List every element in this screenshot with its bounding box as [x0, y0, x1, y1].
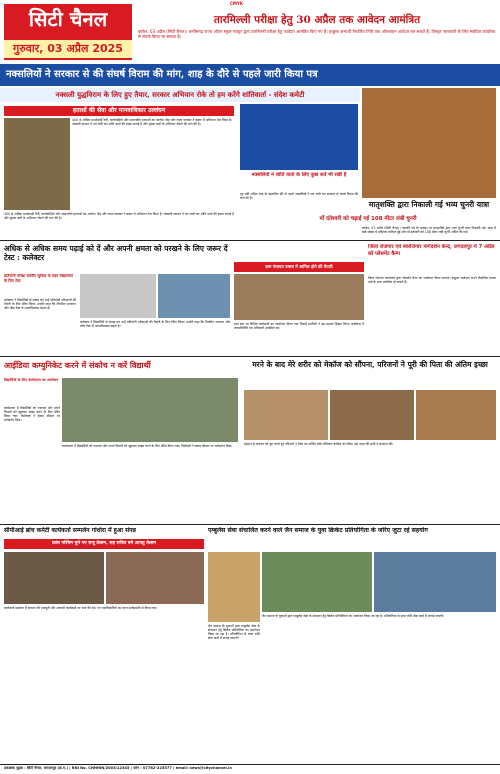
- story4-photo: [234, 274, 364, 320]
- divider-2: [0, 356, 500, 357]
- story2-heading: मातृशक्ति द्वारा निकाली गई भव्य चुनरी यात्रा: [368, 200, 490, 209]
- story9-photo-2: [374, 552, 496, 612]
- story3-caption: प्रतियोगी परीक्षा कोचिंग सुविधा के तहत विद्यार्थियों के लिए टेस्ट: [4, 274, 73, 283]
- story4-heading: ग्राम पंचायत उत्सव में शामिल होने की तैयारी: [234, 262, 364, 272]
- story2-text: कांकेर, 03 अप्रैल (सिटी चैनल)। नवरात्रि पर्व के अवसर पर मातृशक्ति द्वारा भव्य चुनरी यात्रा निकाली गई। यात्रा में बड़ी संख्या में महिलाएं शामिल हुईं और माँ दंतेश्वरी को 108 मीटर लंबी चुनरी अर्पित की गई।: [362, 226, 496, 235]
- story9-text: जैन समाज के युवाओं द्वारा एम्बुलेंस सेवा के संचालन हेतु क्रिकेट प्रतियोगिता का आयोजन किया जा रहा है। प्रतियोगिता से प्राप्त राशि सेवा कार्य में लगाई जाएगी।: [262, 614, 445, 618]
- issue-date: गुरुवार, 03 अप्रैल 2025: [4, 40, 132, 58]
- story7-photo-1: [244, 390, 328, 440]
- story2-subheading: माँ दंतेश्वरी को चढ़ाई गई 108 मीटर लंबी चुनरी: [240, 214, 496, 224]
- main-banner-subhead: नक्सली युद्धविराम के लिए हुए तैयार, सरकार अभियान रोके तो हम करेंगे शांतिवार्ता - संदेश कमेटी: [0, 88, 360, 102]
- story8-text: कार्यकर्ता सम्मेलन में संगठन की मजबूती और आगामी कार्यक्रमों पर चर्चा की गई। नए पदाधिकारियों का चयन सर्वसम्मति से किया गया।: [4, 606, 158, 610]
- story1-sidebar-text: गृह मंत्री अमित शाह के प्रस्तावित दौरे से पहले नक्सलियों ने पत्र जारी कर सरकार से संघर्ष विराम की मांग की है।: [240, 192, 358, 201]
- story4-text: ग्राम स्तर पर विभिन्न कार्यक्रमों का आयोजन किया गया जिसमें ग्रामीणों ने बढ़-चढ़कर हिस्सा लिया। कार्यक्रम में जनप्रतिनिधि एवं अधिकारी उपस्थित रहे।: [234, 322, 364, 331]
- main-banner-headline: नक्सलियों ने सरकार से की संघर्ष विराम की मांग, शाह के दौरे से पहले जारी किया पत्र: [0, 64, 500, 86]
- story3-photo-2: [158, 274, 230, 318]
- story7-heading: मरने के बाद मेरे शरीर को मेकॉज को सौंपना, परिजनों ने पूरी की पिता की अंतिम इच्छा: [252, 360, 488, 369]
- story3-text-col1: कलेक्टर ने विद्यार्थियों से संवाद कर उन्हें प्रतियोगी परीक्षाओं की तैयारी के लिए प्रेरित किया। उन्होंने कहा कि नियमित अध्ययन और मॉक टेस्ट से आत्मविश्वास बढ़ता है।: [4, 298, 76, 311]
- story9-heading: एम्बुलेंस सेवा संचालित करने वाले जैन समाज के युवा क्रिकेट प्रतियोगिता के जरिए जुटा रहे सहयोग: [208, 527, 428, 534]
- story6-text-col2: कार्यशाला में विद्यार्थियों को नवाचार और अपने विचारों को खुलकर साझा करने के लिए प्रेरित किया गया। विशेषज्ञों ने संवाद कौशल पर मार्गदर्शन दिया।: [62, 444, 233, 448]
- newspaper-logo: [4, 4, 132, 60]
- masthead: [0, 0, 500, 62]
- story1-photo: [4, 118, 70, 210]
- story8-heading: सीपीआई ब्रांच कमेटी कार्यकर्ता सम्मलेन गांधोरा में हुआ संपन्न: [4, 527, 136, 534]
- story3-text-col2: कलेक्टर ने विद्यार्थियों से संवाद कर उन्हें प्रतियोगी परीक्षाओं की तैयारी के लिए प्रेरित किया। उन्होंने कहा कि नियमित अध्ययन और मॉक टेस्ट से आत्मविश्वास बढ़ता है।: [80, 320, 230, 329]
- cmyk-marker: CMYK: [230, 1, 243, 6]
- story9-text-col1: जैन समाज के युवाओं द्वारा एम्बुलेंस सेवा के संचालन हेतु क्रिकेट प्रतियोगिता का आयोजन किया जा रहा है। प्रतियोगिता से प्राप्त राशि सेवा कार्य में लगाई जाएगी।: [208, 624, 260, 641]
- story9-ad-box: [208, 552, 260, 622]
- newspaper-title: सिटी चैनल: [28, 7, 108, 31]
- story6-caption: विद्यार्थियों के लिए कार्यशाला का आयोजन: [4, 378, 59, 382]
- divider-3: [0, 524, 500, 525]
- story5-text: जिला रोजगार कार्यालय द्वारा प्लेसमेंट कैम्प का आयोजन किया जाएगा। इच्छुक आवेदक अपने शैक्षणिक प्रमाण पत्रों के साथ उपस्थित हो सकते हैं।: [368, 276, 496, 285]
- story3-photo-1: [80, 274, 156, 318]
- story5-heading: जिला रोजगार एवं स्वरोजगार मार्गदर्शन केन्द्र, जगदलपुर में 7 अप्रैल को प्लेसमेंट कैम्प: [368, 244, 495, 257]
- story1-text: 400 से अधिक माओवादी रैली, कार्यवाहियों और अमानवीय हत्याओं का आरोप। केंद्र और राज्य सरकार ने बस्तर में अभियान तेज किया है। नक्सली संगठन ने पत्र जारी कर शांति वार्ता की इच्छा जताई है और सुरक्षा बलों के अभियान रोकने की मांग की है।: [72, 118, 232, 127]
- lead-text: कांकेर, 03 अप्रैल (सिटी चैनल)। छत्तीसगढ़ राज्य ओपन स्कूल रायपुर द्वारा तारमिल्ली परीक्षा हेतु आवेदन आमंत्रित किए गए हैं। इच्छुक अभ्यर्थी निर्धारित तिथि तक ऑनलाइन आवेदन कर सकते हैं। विस्तृत जानकारी के लिए संबंधित कार्यालय से संपर्क किया जा सकता है।: [138, 29, 496, 40]
- story8-subheading: फ्रांस पश्चिम चुने गए राजू तेलाम, सह सचिव बने आयतु तेलाम: [4, 539, 204, 549]
- story1-caption: नक्सलियों ने शांति वार्ता के लिए कुछ शर्तें भी रखी हैं: [251, 172, 347, 178]
- story1-sidebar-photo: [240, 104, 358, 170]
- story7-text: देहदान के संकल्प को पूरा करते हुए परिजनों ने पिता का पार्थिव शरीर मेडिकल कॉलेज को सौंपा। इस पहल की सभी ने सराहना की।: [244, 442, 394, 446]
- footer-rule: [0, 764, 500, 765]
- story3-heading: अधिक से अधिक समय पढ़ाई को दें और अपनी क्षमता को परखने के लिए जरूर दें टेस्ट : कलेक्टर: [4, 244, 228, 263]
- divider-1: [0, 240, 500, 241]
- story6-text-col1: कार्यशाला में विद्यार्थियों को नवाचार और अपने विचारों को खुलकर साझा करने के लिए प्रेरित किया गया। विशेषज्ञों ने संवाद कौशल पर मार्गदर्शन दिया।: [4, 406, 60, 423]
- story6-photo: [62, 378, 238, 442]
- story2-photo: [362, 88, 496, 198]
- story7-photo-3: [416, 390, 496, 440]
- story8-photo-1: [4, 552, 104, 604]
- story6-heading: आईडिया कम्युनिकेट करने में संकोच न करें विद्यार्थी: [4, 360, 151, 370]
- story1-text-continued: 400 से अधिक माओवादी रैली, कार्यवाहियों और अमानवीय हत्याओं का आरोप। केंद्र और राज्य सरकार ने बस्तर में अभियान तेज किया है। नक्सली संगठन ने पत्र जारी कर शांति वार्ता की इच्छा जताई है और सुरक्षा बलों के अभियान रोकने की मांग की है।: [4, 212, 234, 221]
- story9-photo-1: [262, 552, 372, 612]
- story7-photo-2: [330, 390, 414, 440]
- story8-photo-2: [106, 552, 204, 604]
- lead-headline: तारमिल्ली परीक्षा हेतु 30 अप्रैल तक आवेदन आमंत्रित: [213, 14, 421, 26]
- story1-heading: हताशों की सेवा और मानवाधिकार उल्लंघन: [4, 106, 234, 116]
- footer-text: प्रकाशक मुद्रक : सिटी चैनल, जगदलपुर (छ.ग.) | RNI No. CHHHIN/2003/12345 | फोन : 07782-225577 | email: news@citychannel.in: [4, 766, 232, 770]
